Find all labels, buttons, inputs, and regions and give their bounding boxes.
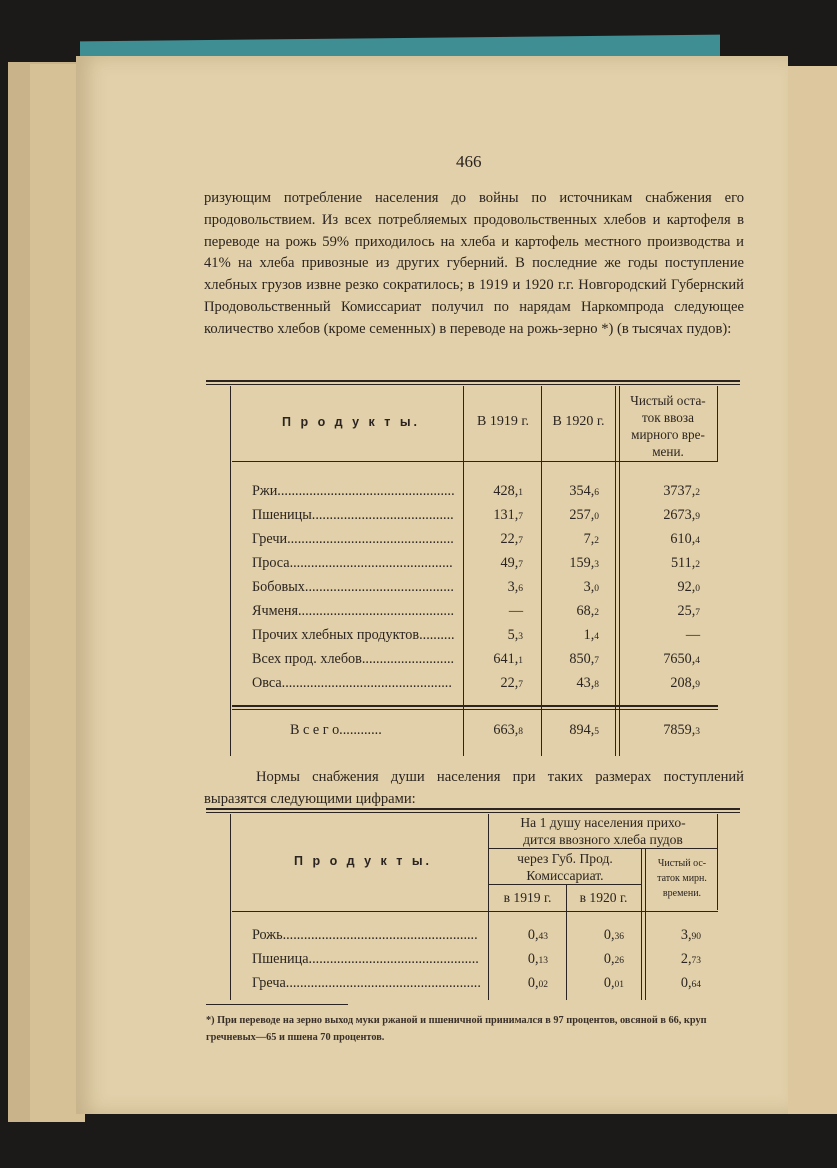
cell-a: 0,43 [527,927,548,943]
cell-c: — [685,627,700,643]
cell-a: 5,3 [507,627,523,643]
cell-c: 511,2 [670,555,700,571]
row-label: Всех прод. хлебов [252,651,362,667]
table1-total-rule-thin [232,709,718,710]
cell-a: 22,7 [500,675,523,691]
table2-col3-line [641,848,642,1000]
table2-top-rule [206,808,740,810]
table1-top-rule-thin [206,384,740,385]
cell-b: 159,3 [569,555,599,571]
row-label: Ржи [252,483,278,499]
footnote: *) При переводе на зерно выход муки ржаной и пшеничной принимался в 97 процентов, овсяной в 66, круп гречневых—65 и пшена 70 процентов. [206,1015,707,1043]
row-label: Прочих хлебных продуктов. [252,627,423,643]
cell-c: 2,73 [680,951,701,967]
cell-c: 2673,9 [663,507,700,523]
paragraph-intro: ризующим потребление населения до войны по источникам снабжения его продовольствием. Из всех потребляемых продовольственных хлебов и картофеля в переводе на рожь 59% приходилось на хлеба и картофель местного производства и 41% на хлеба привозные из других губерний. В последние же годы поступление хлебных грузов извне резко сократилось; в 1919 и 1920 г.г. Новгородский Губернский Продовольственный Комиссариат получил по нарядам Наркомпрода следующее количество хлебов (кроме семенных) в переводе на рожь-зерно *) (в тысячах пудов): [204,190,744,337]
cell-a: — [508,603,523,619]
cell-b: 43,8 [576,675,599,691]
row-label: Рожь [252,927,283,943]
table2-header-group: На 1 душу населения прихо- дится ввозного хлеба пудов [520,815,686,847]
cell-c: 7650,4 [663,651,700,667]
table2-header-rule [232,911,718,912]
next-page-edge [780,66,837,1114]
cell-b: 68,2 [576,603,599,619]
cell-a: 49,7 [500,555,523,571]
row-label: Греча [252,975,286,991]
row-label: Пшеница [252,951,309,967]
table1-header-product: П р о д у к т ы. [282,415,420,429]
footnote-rule [206,1004,348,1005]
cell-b: 0,26 [603,951,624,967]
table1-right-line [717,386,718,462]
cell-a: 3,6 [507,579,523,595]
total-1920: 894,5 [569,722,599,738]
cell-a: 22,7 [500,531,523,547]
cell-c: 208,9 [670,675,700,691]
row-label: Пшеницы [252,507,312,523]
page-number: 466 [456,152,482,171]
cell-b: 850,7 [569,651,599,667]
row-label: Овса [252,675,282,691]
table2-group-rule [489,848,717,849]
table1-left-line [230,386,231,756]
cell-b: 3,0 [583,579,599,595]
cell-a: 428,1 [493,483,523,499]
table1-header-rule [232,461,718,462]
total-1919: 663,8 [493,722,523,738]
cell-c: 25,7 [677,603,700,619]
cell-c: 0,64 [680,975,701,991]
cell-b: 0,01 [603,975,624,991]
cell-a: 0,02 [527,975,548,991]
row-label: Проса [252,555,290,571]
cell-b: 257,0 [569,507,599,523]
table2-header-net: Чистый ос- таток мирн. времени. [657,858,707,899]
paragraph-norms: Нормы снабжения души населения при таких размерах поступлений выразятся следующими цифрами: [204,769,744,807]
table2-sub-rule [489,884,641,885]
cell-b: 0,36 [603,927,624,943]
table1-header-net: Чистый оста- ток ввоза мирного вре- мени. [630,393,706,459]
cell-b: 1,4 [583,627,599,643]
total-net: 7859,3 [663,722,700,738]
row-label: Гречи [252,531,288,547]
cell-a: 0,13 [527,951,548,967]
row-label: Ячменя [252,603,298,619]
table2-header-product: П р о д у к т ы. [294,854,432,868]
cell-c: 610,4 [670,531,700,547]
table1-header-1919: В 1919 г. [476,414,529,429]
table2-header-1920: в 1920 г. [579,890,628,905]
cell-a: 131,7 [493,507,523,523]
table2-header-sub: через Губ. Прод. Комиссариат. [517,851,613,883]
cell-b: 7,2 [583,531,599,547]
table2-left-line [230,814,231,1000]
cell-c: 3737,2 [663,483,700,499]
row-label: Бобовых [252,579,305,595]
cell-c: 3,90 [680,927,701,943]
table1-col3-line [615,386,616,756]
cell-b: 354,6 [569,483,599,499]
table1-total-rule [232,705,718,707]
table2-header-1919: в 1919 г. [503,890,552,905]
table1-top-rule [206,380,740,382]
table2-top-rule-thin [206,812,740,813]
total-label: В с е г о [290,722,340,738]
table1-header-1920: В 1920 г. [552,414,605,429]
cell-c: 92,0 [677,579,700,595]
cell-a: 641,1 [493,651,523,667]
